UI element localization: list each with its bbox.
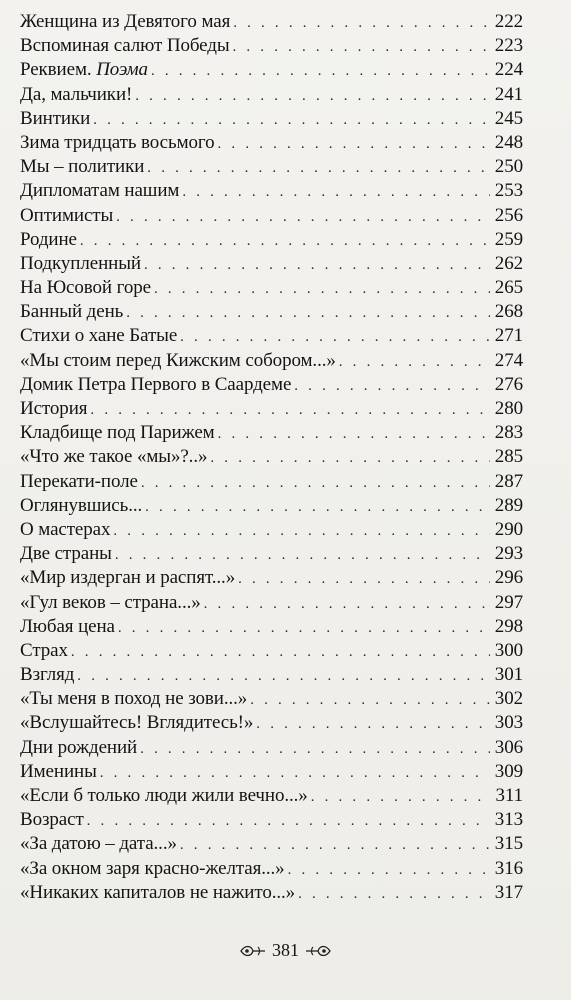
toc-entry	[20, 808, 523, 832]
dot-leader	[210, 446, 490, 470]
toc-entry-title: «Что же такое «мы»?..»	[20, 446, 208, 468]
dot-leader	[93, 108, 490, 132]
toc-entry-page-number: 297	[494, 591, 523, 613]
toc-entry	[20, 736, 523, 760]
dot-leader	[288, 858, 490, 882]
dot-leader	[116, 205, 490, 229]
toc-entry-title: «За датою – дата...»	[20, 833, 177, 855]
toc-entry	[20, 857, 523, 881]
toc-entry	[20, 591, 523, 615]
toc-entry-title: Кладбище под Парижем	[20, 422, 215, 444]
dot-leader	[256, 712, 490, 736]
dot-leader	[77, 664, 490, 688]
dot-leader	[140, 737, 490, 761]
toc-entry	[20, 542, 523, 566]
toc-entry	[20, 131, 523, 155]
dot-leader	[298, 882, 490, 906]
toc-entry-title: «За окном заря красно-желтая...»	[20, 857, 285, 879]
toc-entry	[20, 784, 523, 808]
toc-entry	[20, 494, 523, 518]
toc-entry	[20, 83, 523, 107]
toc-entry-page-number: 315	[494, 833, 523, 855]
toc-entry-page-number: 289	[494, 494, 523, 516]
toc-entry-title: Зима тридцать восьмого	[20, 131, 215, 153]
toc-entry-page-number: 293	[494, 543, 523, 565]
toc-entry-title: «Если б только люди жили вечно...»	[20, 785, 308, 806]
left-fleuron-icon	[240, 944, 266, 958]
toc-entry-page-number: 287	[494, 470, 523, 492]
toc-entry-title: «Вслушайтесь! Вглядитесь!»	[20, 712, 254, 734]
toc-entry	[20, 445, 523, 469]
toc-entry-page-number: 245	[494, 107, 523, 129]
toc-entry	[20, 832, 523, 856]
toc-entry-page-number: 309	[494, 760, 523, 782]
toc-entry-title: «Мир издерган и распят...»	[20, 567, 236, 589]
dot-leader	[115, 543, 490, 567]
page-footer	[0, 940, 571, 961]
dot-leader	[113, 519, 490, 543]
toc-entry-page-number: 222	[494, 11, 523, 32]
toc-entry-page-number: 262	[494, 252, 523, 274]
toc-entry	[20, 155, 523, 179]
toc-entry-title: Две страны	[20, 543, 112, 565]
toc-entry-title: Винтики	[20, 107, 91, 129]
toc-entry-title: Именины	[20, 760, 97, 782]
dot-leader	[141, 471, 490, 495]
dot-leader	[218, 422, 490, 446]
toc-entry-page-number: 223	[494, 35, 523, 57]
dot-leader	[100, 761, 490, 785]
toc-entry-title: Стихи о хане Батые	[20, 325, 178, 347]
toc-entry-title: Перекати-поле	[20, 470, 138, 492]
toc-entry-title: «Никаких капиталов не нажито...»	[20, 881, 296, 903]
toc-entry	[20, 397, 523, 421]
toc-entry-page-number: 241	[494, 83, 523, 105]
dot-leader	[233, 35, 491, 59]
toc-entry	[20, 421, 523, 445]
toc-entry	[20, 179, 523, 203]
toc-entry-title: Подкупленный	[20, 252, 141, 274]
dot-leader	[80, 229, 490, 253]
dot-leader	[90, 398, 490, 422]
dot-leader	[311, 785, 490, 809]
toc-entry	[20, 349, 523, 373]
dot-leader	[144, 253, 490, 277]
toc-entry	[20, 687, 523, 711]
toc-entry-title: Взгляд	[20, 664, 75, 686]
dot-leader	[182, 180, 490, 204]
toc-entry-title: Оптимисты	[20, 204, 114, 226]
dot-leader	[145, 495, 490, 519]
toc-entry	[20, 252, 523, 276]
toc-entry-page-number: 280	[494, 398, 523, 419]
toc-entry	[20, 639, 523, 663]
table-of-contents	[20, 10, 523, 905]
toc-entry-title: Страх	[20, 639, 68, 661]
toc-entry-page-number: 265	[494, 277, 523, 299]
toc-entry-title: Вспоминая салют Победы	[20, 35, 230, 57]
toc-entry	[20, 663, 523, 687]
dot-leader	[233, 11, 490, 35]
toc-entry-page-number: 259	[494, 228, 523, 250]
toc-entry-page-number: 298	[494, 615, 523, 637]
toc-entry-title: Мы – политики	[20, 156, 145, 178]
toc-entry-title: «Ты меня в поход не зови...»	[20, 688, 248, 710]
dot-leader	[180, 325, 490, 349]
toc-entry-title: Дни рождений	[20, 736, 138, 758]
toc-entry-page-number: 301	[494, 664, 523, 686]
toc-entry-page-number: 253	[494, 180, 523, 202]
toc-entry	[20, 228, 523, 252]
dot-leader	[151, 59, 490, 83]
toc-entry	[20, 10, 523, 34]
toc-entry-page-number: 285	[494, 446, 523, 468]
toc-entry	[20, 566, 523, 590]
toc-entry	[20, 470, 523, 494]
toc-entry-title: Да, мальчики!	[20, 83, 133, 105]
right-fleuron-icon	[305, 944, 331, 958]
toc-entry	[20, 711, 523, 735]
toc-entry-title: Оглянувшись...	[20, 494, 143, 516]
toc-entry-page-number: 303	[494, 712, 523, 734]
toc-entry	[20, 34, 523, 58]
toc-entry-page-number: 311	[495, 785, 523, 806]
toc-entry-page-number: 283	[494, 422, 523, 444]
toc-entry	[20, 58, 523, 82]
toc-entry-title: Возраст	[20, 809, 84, 831]
toc-entry-page-number: 224	[494, 59, 523, 81]
toc-entry-title: История	[20, 398, 88, 419]
page-number: 381	[272, 940, 299, 960]
toc-entry	[20, 276, 523, 300]
toc-entry	[20, 204, 523, 228]
dot-leader	[250, 688, 490, 712]
dot-leader	[71, 640, 490, 664]
toc-entry-page-number: 276	[494, 373, 523, 395]
toc-entry-page-number: 271	[494, 325, 523, 347]
toc-entry-title: На Юсовой горе	[20, 277, 151, 299]
toc-entry-page-number: 250	[494, 156, 523, 178]
toc-entry-title: Дипломатам нашим	[20, 180, 180, 202]
toc-entry	[20, 881, 523, 905]
toc-entry-page-number: 296	[494, 567, 523, 589]
toc-entry-title: Любая цена	[20, 615, 115, 637]
dot-leader	[294, 374, 490, 398]
dot-leader	[218, 132, 490, 156]
dot-leader	[126, 301, 490, 325]
toc-entry-title: «Мы стоим перед Кижским собором...»	[20, 349, 336, 371]
toc-entry	[20, 300, 523, 324]
toc-entry-page-number: 306	[494, 736, 523, 758]
toc-entry-title: Домик Петра Первого в Саардеме	[20, 373, 292, 395]
toc-entry-title: Банный день	[20, 301, 124, 323]
toc-entry-page-number: 316	[494, 857, 523, 879]
toc-entry-page-number: 248	[494, 131, 523, 153]
toc-entry	[20, 107, 523, 131]
toc-entry-title: Женщина из Девятого мая	[20, 11, 231, 32]
dot-leader	[154, 277, 490, 301]
toc-entry-page-number: 313	[494, 809, 523, 831]
dot-leader	[204, 592, 490, 616]
toc-entry-title: О мастерах	[20, 518, 111, 540]
dot-leader	[238, 567, 490, 591]
toc-entry-title: Родине	[20, 228, 77, 250]
toc-entry-title: «Гул веков – страна...»	[20, 591, 201, 613]
toc-entry	[20, 760, 523, 784]
toc-entry-page-number: 300	[494, 639, 523, 661]
toc-entry-subtitle: Поэма	[96, 59, 148, 81]
toc-entry-page-number: 268	[494, 301, 523, 323]
toc-entry	[20, 615, 523, 639]
toc-entry-page-number: 256	[494, 204, 523, 226]
dot-leader	[180, 833, 490, 857]
toc-entry-page-number: 302	[494, 688, 523, 710]
toc-entry	[20, 324, 523, 348]
dot-leader	[147, 156, 490, 180]
toc-entry-page-number: 317	[494, 881, 523, 903]
toc-entry	[20, 518, 523, 542]
toc-entry	[20, 373, 523, 397]
toc-entry-page-number: 274	[494, 349, 523, 371]
toc-entry-title: Реквием. Поэма	[20, 59, 148, 81]
dot-leader	[87, 809, 490, 833]
dot-leader	[339, 350, 490, 374]
dot-leader	[135, 84, 490, 108]
toc-entry-page-number: 290	[494, 518, 523, 540]
dot-leader	[118, 616, 490, 640]
